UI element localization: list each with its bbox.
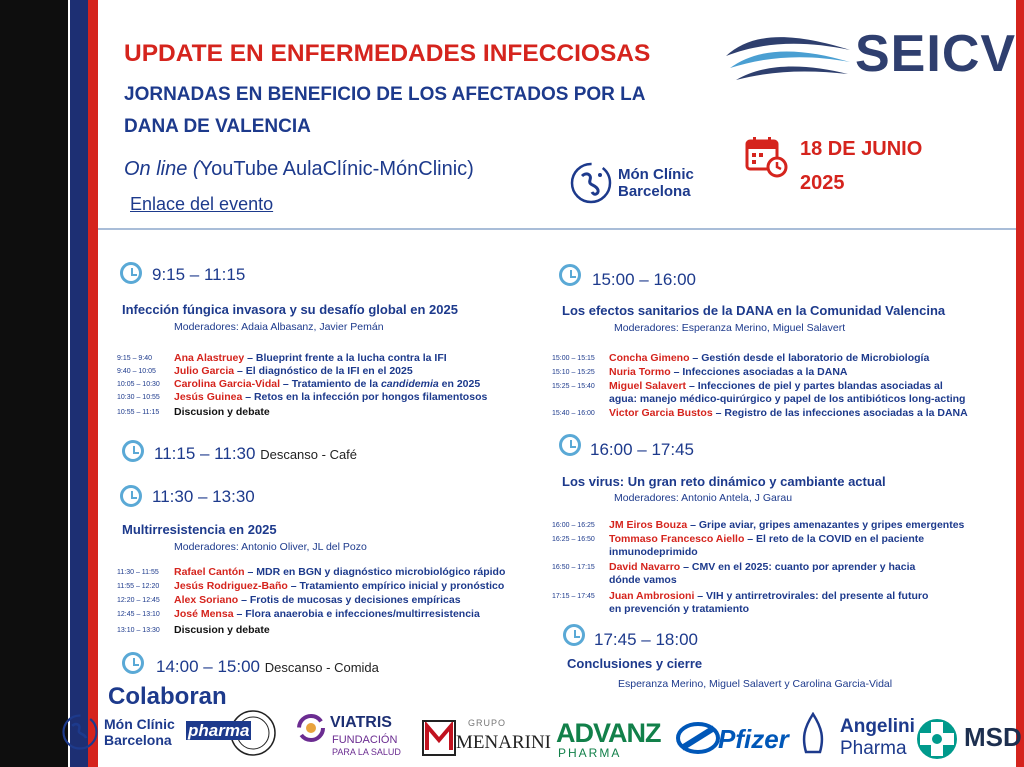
talk-time: 16:25 – 16:50	[552, 536, 595, 543]
left-block1-time: 9:15 – 11:15	[152, 265, 246, 284]
talk-time: 11:30 – 11:55	[117, 569, 159, 576]
left-red-stripe	[88, 0, 98, 767]
clock-icon	[559, 264, 581, 286]
topic: – Retos en la infección por hongos filamentosos	[242, 391, 488, 403]
speaker: Ana Alastruey	[174, 352, 245, 364]
left-block1-session: Infección fúngica invasora y su desafío global en 2025	[122, 302, 458, 317]
page-title: UPDATE EN ENFERMEDADES INFECCIOSAS	[124, 40, 651, 67]
menarini-grupo: GRUPO	[468, 718, 507, 728]
mon-clinic-globe-icon	[568, 160, 614, 211]
talk-time: 13:10 – 13:30	[117, 627, 160, 634]
left-blue-stripe	[70, 0, 88, 767]
topic: – Registro de las infecciones asociadas a la DANA	[712, 407, 968, 419]
talk-row	[117, 594, 461, 607]
talk-row	[552, 407, 968, 420]
calendar-icon	[745, 135, 789, 184]
talk-row	[552, 533, 924, 559]
angelini-pharma-text: Pharma	[840, 738, 907, 759]
advanz-pharma: PHARMA	[558, 746, 622, 760]
youtube-channel: YouTube AulaClínic-MónClinic)	[199, 158, 474, 180]
left-break1	[154, 444, 357, 464]
break2-time: 14:00 – 15:00	[156, 657, 260, 676]
right-block1-time: 15:00 – 16:00	[592, 270, 696, 289]
right-block2-moderators: Moderadores: Antonio Antela, J Garau	[614, 492, 793, 504]
pfizer-logo: Pfizer	[718, 724, 789, 754]
subtitle-line-1: JORNADAS EN BENEFICIO DE LOS AFECTADOS POR LA	[124, 84, 646, 105]
talk-row	[552, 352, 929, 365]
topic-end: en 2025	[438, 378, 481, 390]
speaker: Julio Garcia	[174, 365, 235, 377]
mon-clinic-footer-icon	[60, 712, 100, 757]
talk-row	[552, 366, 847, 379]
talk-time: 17:15 – 17:45	[552, 593, 595, 600]
right-block3-time: 17:45 – 18:00	[594, 630, 698, 649]
talk-row	[117, 608, 480, 621]
talk-row	[117, 378, 480, 391]
speaker: Alex Soriano	[174, 594, 239, 606]
topic: – CMV en el 2025: cuanto por aprender y hacia	[680, 561, 916, 573]
topic-italic: candidemia	[380, 378, 439, 390]
clock-icon	[563, 624, 585, 646]
talk-row	[552, 561, 915, 587]
talk-time: 11:55 – 12:20	[117, 583, 160, 590]
talk-time: 15:10 – 15:25	[552, 369, 595, 376]
speaker: David Navarro	[609, 561, 681, 573]
talk-row	[117, 580, 504, 593]
talk-row	[552, 380, 965, 406]
talk-time: 16:00 – 16:25	[552, 522, 595, 529]
topic: – Blueprint frente a la lucha contra la IFI	[244, 352, 447, 364]
speaker: Miguel Salavert	[609, 380, 687, 392]
speaker: Concha Gimeno	[609, 352, 690, 364]
fundacion-line1: FUNDACIÓN	[332, 734, 398, 746]
clock-icon	[122, 652, 144, 674]
talk-time: 10:05 – 10:30	[117, 381, 160, 388]
left-block2-session: Multirresistencia en 2025	[122, 522, 277, 537]
right-block3-session: Conclusiones y cierre	[567, 656, 703, 671]
speaker: José Mensa	[174, 608, 234, 620]
left-break2	[156, 657, 379, 677]
talk-row	[552, 519, 964, 532]
viatris-icon	[297, 714, 325, 747]
talk-time: 9:40 – 10:05	[117, 368, 156, 375]
advanz-logo: ADVANZ	[556, 718, 661, 748]
mon-clinic-footer-logo	[104, 716, 175, 748]
clock-icon	[120, 262, 142, 284]
topic: – Infecciones asociadas a la DANA	[670, 366, 848, 378]
fundacion-line2: PARA LA SALUD	[332, 747, 401, 757]
topic-cont: dónde vamos	[609, 574, 677, 586]
mon-clinic-footer-line1: Món Clínic	[104, 716, 175, 732]
event-date: 18 DE JUNIO	[800, 138, 923, 160]
topic-cont: agua: manejo médico-quirúrgico y papel de los antibióticos long-acting	[609, 393, 966, 405]
topic: – Gripe aviar, gripes amenazantes y gripes emergentes	[687, 519, 965, 531]
topic: – Flora anaerobia e infecciones/multirresistencia	[233, 608, 480, 620]
speaker: Victor Garcia Bustos	[609, 407, 713, 419]
speaker: Jesús Guinea	[174, 391, 243, 403]
colaboran-heading: Colaboran	[108, 683, 227, 710]
left-block2-time: 11:30 – 13:30	[152, 487, 255, 506]
left-block2-moderators: Moderadores: Antonio Oliver, JL del Pozo	[174, 541, 367, 553]
msd-logo: MSD	[964, 722, 1022, 752]
online-label: On line (	[124, 158, 200, 180]
right-block1-session: Los efectos sanitarios de la DANA en la Comunidad Valencina	[562, 303, 946, 318]
online-info	[124, 158, 474, 181]
break2-label: Descanso - Comida	[264, 660, 379, 675]
msd-icon	[914, 716, 960, 767]
break1-label: Descanso - Café	[260, 447, 358, 462]
clock-icon	[559, 434, 581, 456]
right-block2-time: 16:00 – 17:45	[590, 440, 694, 459]
talk-time: 12:20 – 12:45	[117, 597, 160, 604]
talk-time: 15:40 – 16:00	[552, 410, 595, 417]
viatris-fundacion	[332, 734, 401, 758]
talk-row	[117, 406, 270, 419]
mon-clinic-footer-line2: Barcelona	[104, 732, 172, 748]
speaker: Nuria Tormo	[609, 366, 671, 378]
left-block1-moderators: Moderadores: Adaia Albasanz, Javier Pemán	[174, 321, 384, 333]
mon-clinic-name-2: Barcelona	[618, 183, 691, 200]
topic: – Tratamiento empírico inicial y pronóstico	[287, 580, 505, 592]
talk-time: 12:45 – 13:10	[117, 611, 160, 618]
talk-row	[117, 365, 413, 378]
angelini-icon	[800, 712, 826, 761]
angelini-logo	[840, 716, 915, 760]
topic-cont: inmunodeprimido	[609, 546, 698, 558]
mon-clinic-name-1: Món Clínic	[618, 166, 694, 183]
topic: – Tratamiento de la	[280, 378, 381, 390]
talk-row	[117, 624, 270, 637]
talk-time: 10:30 – 10:55	[117, 394, 160, 401]
mundipharma-logo	[186, 721, 251, 741]
topic: – VIH y antirretrovirales: del presente al futuro	[694, 590, 929, 602]
talk-row	[117, 352, 447, 365]
right-red-bar	[1016, 0, 1024, 767]
subtitle-line-2: DANA DE VALENCIA	[124, 116, 311, 137]
left-dark-panel	[0, 0, 68, 767]
speaker: Rafael Cantón	[174, 566, 245, 578]
speaker: Jesús Rodriguez-Baño	[174, 580, 288, 592]
speaker: JM Eiros Bouza	[609, 519, 688, 531]
talk-time: 9:15 – 9:40	[117, 355, 153, 362]
talk-row	[552, 590, 928, 616]
topic: – Gestión desde el laboratorio de Microbiología	[689, 352, 930, 364]
discussion: Discusion y debate	[174, 624, 270, 636]
seicv-logo-text: SEICV	[855, 25, 1017, 83]
event-year: 2025	[800, 172, 845, 194]
clock-icon	[120, 485, 142, 507]
discussion: Discusion y debate	[174, 406, 270, 418]
talk-time: 15:25 – 15:40	[552, 383, 595, 390]
right-block3-moderators: Esperanza Merino, Miguel Salavert y Carolina Garcia-Vidal	[618, 678, 893, 690]
break1-time: 11:15 – 11:30	[154, 444, 256, 463]
right-block1-moderators: Moderadores: Esperanza Merino, Miguel Salavert	[614, 322, 846, 334]
topic: – Infecciones de piel y partes blandas asociadas al	[686, 380, 943, 392]
menarini-logo: MENARINI	[456, 732, 551, 753]
topic-cont: en prevención y tratamiento	[609, 603, 750, 615]
talk-time: 10:55 – 11:15	[117, 409, 160, 416]
topic: – El diagnóstico de la IFI en el 2025	[234, 365, 413, 377]
viatris-logo: VIATRIS	[330, 714, 392, 731]
talk-row	[117, 391, 487, 404]
right-block2-session: Los virus: Un gran reto dinámico y cambiante actual	[562, 474, 886, 489]
speaker: Tommaso Francesco Aiello	[609, 533, 745, 545]
talk-row	[117, 566, 505, 579]
pharma-text: pharma	[188, 721, 250, 740]
topic: – El reto de la COVID en el paciente	[744, 533, 925, 545]
speaker: Juan Ambrosioni	[609, 590, 695, 602]
topic: – Frotis de mucosas y decisiones empíricas	[238, 594, 461, 606]
pfizer-icon	[676, 718, 722, 763]
clock-icon	[122, 440, 144, 462]
talk-time: 15:00 – 15:15	[552, 355, 595, 362]
topic: – MDR en BGN y diagnóstico microbiológico rápido	[244, 566, 506, 578]
event-link[interactable]: Enlace del evento	[130, 194, 274, 214]
angelini-text: Angelini	[840, 716, 915, 737]
menarini-icon	[422, 720, 456, 756]
talk-time: 16:50 – 17:15	[552, 564, 595, 571]
seicv-waves-icon	[722, 28, 854, 91]
speaker: Carolina Garcia-Vidal	[174, 378, 281, 390]
